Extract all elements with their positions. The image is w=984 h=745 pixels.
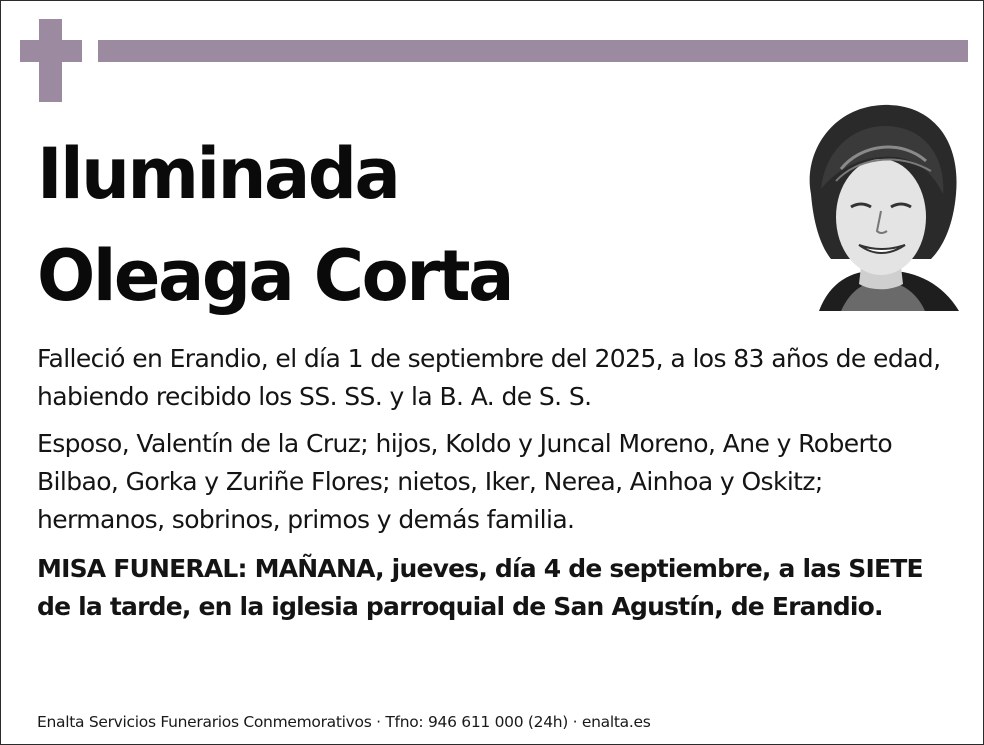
header-rule <box>98 40 968 62</box>
footer-credit: Enalta Servicios Funerarios Conmemorativos · Tfno: 946 611 000 (24h) · enalta.es <box>37 713 651 731</box>
deceased-surnames: Oleaga Corta <box>37 235 512 317</box>
family-list: Esposo, Valentín de la Cruz; hijos, Koldo y Juncal Moreno, Ane y Roberto Bilbao, Gorka y Zuriñe Flores; nietos, Iker, Nerea, Ainhoa y Oskitz; hermanos, sobrinos, primos y demás familia. <box>37 429 893 534</box>
death-details: Falleció en Erandio, el día 1 de septiembre del 2025, a los 83 años de edad, habiendo recibido los SS. SS. y la B. A. de S. S. <box>37 344 941 411</box>
cross-icon-arm <box>20 40 82 62</box>
deceased-first-name: Iluminada <box>37 133 399 215</box>
funeral-mass-info: MISA FUNERAL: MAÑANA, jueves, día 4 de septiembre, a las SIETE de la tarde, en la iglesia parroquial de San Agustín, de Erandio. <box>37 554 923 621</box>
portrait-photo <box>801 99 961 311</box>
